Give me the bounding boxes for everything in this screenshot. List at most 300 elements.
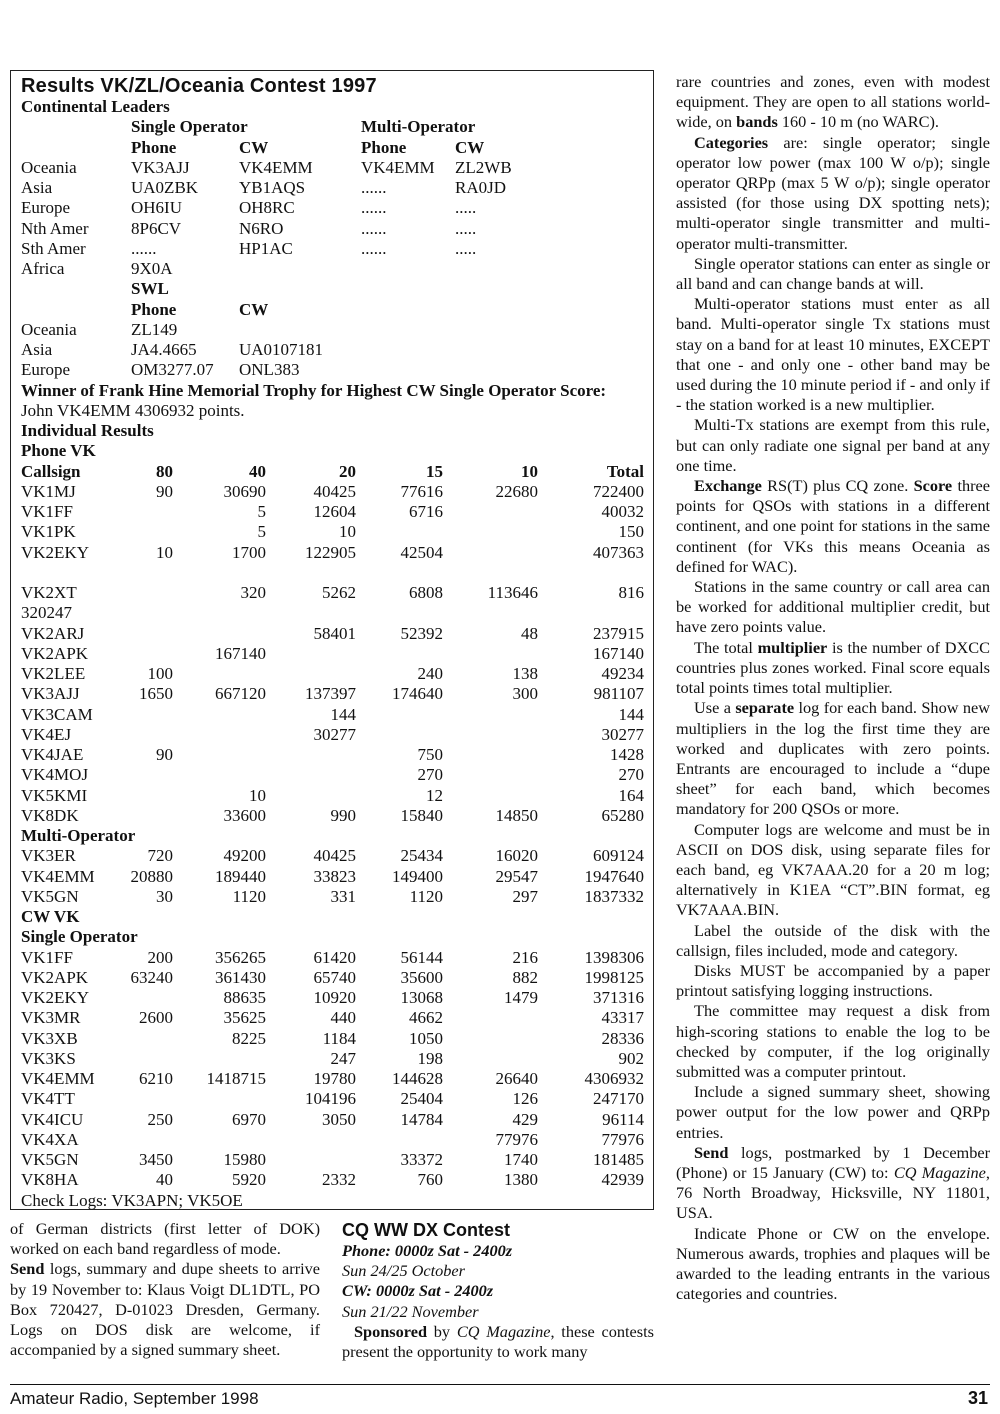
score-cell: 6210 xyxy=(139,1069,173,1088)
multi-operator-heading xyxy=(11,826,655,846)
score-cell: 58401 xyxy=(313,623,356,643)
rules-paragraph: Use a separate log for each band. Show new multipliers in the log the first time they are worked and duplicates with zero points. Entrants are encouraged to include a “dupe sheet” for each band, which becomes mandatory for 200 QSOs or more. xyxy=(676,698,990,819)
score-cell: 4306932 xyxy=(584,1069,644,1088)
score-cell: 40032 xyxy=(601,502,644,521)
score-cell: 198 xyxy=(417,1048,443,1068)
trophy-heading-text: Winner of Frank Hine Memorial Trophy for Highest CW Single Operator Score: xyxy=(21,380,607,400)
callsign-cell: VK2ARJ xyxy=(21,623,85,643)
callsign-cell: VK8DK xyxy=(21,805,79,825)
score-cell: 1998125 xyxy=(584,967,644,987)
trophy-heading xyxy=(11,381,655,401)
score-cell: 609124 xyxy=(593,846,644,866)
rules-column xyxy=(676,72,990,1304)
score-cell: 270 xyxy=(618,765,644,785)
callsign-cell: ...... xyxy=(361,218,387,238)
score-cell: 49234 xyxy=(601,664,644,683)
callsign-cell: VK4EMM xyxy=(21,1069,95,1088)
score-cell: 14850 xyxy=(495,805,538,825)
score-row xyxy=(11,887,655,907)
callsign-cell: VK2EKY xyxy=(21,542,89,562)
score-cell: 356265 xyxy=(215,947,266,967)
rules-paragraph: Stations in the same country or call area can be worked for additional multiplier credit, but have zero points value. xyxy=(676,577,990,637)
section-heading: Individual Results xyxy=(21,421,154,440)
check-logs xyxy=(11,1191,655,1211)
rules-paragraph: Indicate Phone or CW on the envelope. Numerous awards, trophies and plaques will be awarded to the leading entrants in the various categories and countries. xyxy=(676,1223,990,1304)
score-cell: 1120 xyxy=(409,886,443,906)
rules-paragraph: Send logs, postmarked by 1 December (Phone) or 15 January (CW) to: CQ Magazine, 76 North Broadway, Hicksville, NY 11801, USA. xyxy=(676,1142,990,1223)
score-row xyxy=(11,1049,655,1069)
score-row-wrap xyxy=(11,603,655,623)
score-cell: 320 xyxy=(240,583,266,602)
callsign-cell: JA4.4665 xyxy=(131,340,197,359)
score-cell: 10 xyxy=(156,542,173,562)
callsign-cell: VK1FF xyxy=(21,502,73,521)
score-cell: 1479 xyxy=(504,988,538,1007)
score-cell: 28336 xyxy=(601,1028,644,1048)
score-row xyxy=(11,1110,655,1130)
score-cell: 3050 xyxy=(322,1109,356,1129)
single-operator-heading xyxy=(11,927,655,947)
score-cell: 361430 xyxy=(215,967,266,987)
score-cell: 90 xyxy=(156,481,173,501)
continental-row xyxy=(11,219,655,239)
score-cell: 990 xyxy=(330,805,356,825)
score-cell: 5 xyxy=(257,522,266,542)
score-cell: 43317 xyxy=(601,1008,644,1028)
rules-paragraph: Computer logs are welcome and must be in ASCII on DOS disk, using separate files for each band, eg VK7AAA.20 for a 20 m log; alternatively in K1EA “CT”.BIN format, eg VK7AAA.BIN. xyxy=(676,819,990,920)
column-header: Callsign xyxy=(21,461,81,481)
score-cell: 371316 xyxy=(593,988,644,1007)
score-cell: 1837332 xyxy=(584,886,644,906)
cq-phone-time: Phone: 0000z Sat - 2400z xyxy=(342,1241,513,1260)
score-cell: 35625 xyxy=(223,1008,266,1028)
section-heading: Phone VK xyxy=(21,441,96,461)
rules-paragraph: Multi-Tx stations are exempt from this rule, but can only radiate one signal per band at any one time. xyxy=(676,415,990,475)
score-cell: 5 xyxy=(257,502,266,521)
score-cell: 1380 xyxy=(504,1170,538,1190)
score-cell: 297 xyxy=(512,886,538,906)
results-box xyxy=(10,70,654,1210)
score-cell: 40 xyxy=(156,1170,173,1190)
callsign-cell: OM3277.07 xyxy=(131,360,214,380)
footer-publication: Amateur Radio, September 1998 xyxy=(10,1389,259,1408)
score-cell: 33823 xyxy=(313,866,356,886)
col-header: Multi-Operator xyxy=(361,117,476,137)
callsign-cell: VK4JAE xyxy=(21,745,84,764)
score-cell: 181485 xyxy=(593,1150,644,1169)
region-cell: Nth Amer xyxy=(21,218,89,238)
callsign-cell: ..... xyxy=(455,218,477,238)
score-cell: 14784 xyxy=(400,1109,443,1129)
callsign-cell: VK5KMI xyxy=(21,785,88,805)
score-cell: 113646 xyxy=(487,583,538,602)
score-cell: 4662 xyxy=(409,1008,443,1028)
score-row xyxy=(11,725,655,745)
trophy-winner-text: John VK4EMM 4306932 points. xyxy=(21,400,245,420)
callsign-cell: VK2LEE xyxy=(21,664,86,683)
score-cell: 13068 xyxy=(400,988,443,1007)
rules-paragraph: rare countries and zones, even with modest equipment. They are open to all stations world-wide, on bands 160 - 10 m (no WARC). xyxy=(676,72,990,132)
score-row xyxy=(11,1089,655,1109)
section-heading: Single Operator xyxy=(21,927,138,947)
cq-ww-section xyxy=(342,1219,654,1362)
score-cell: 240 xyxy=(417,664,443,683)
score-cell: 35600 xyxy=(400,967,443,987)
continental-row xyxy=(11,178,655,198)
score-cell: 25404 xyxy=(400,1089,443,1109)
callsign-cell: VK2XT xyxy=(21,583,77,602)
callsign-cell: VK4XA xyxy=(21,1129,79,1149)
swl-mode-row xyxy=(11,300,655,320)
score-cell: 720 xyxy=(147,846,173,866)
score-cell: 42939 xyxy=(601,1170,644,1190)
score-cell: 122905 xyxy=(305,542,356,562)
score-cell: 15840 xyxy=(400,805,443,825)
col-header: Phone xyxy=(361,137,407,157)
region-cell: Asia xyxy=(21,178,53,197)
callsign-cell: UA0107181 xyxy=(239,340,324,359)
callsign-cell: VK5GN xyxy=(21,886,79,906)
score-cell: 88635 xyxy=(223,988,266,1007)
callsign-cell: ...... xyxy=(361,178,387,197)
rules-paragraph: Label the outside of the disk with the callsign, files included, mode and category. xyxy=(676,920,990,960)
score-cell: 1418715 xyxy=(206,1069,266,1088)
page-number: 31 xyxy=(967,1388,988,1408)
callsign-cell: 8P6CV xyxy=(131,218,182,238)
score-cell: 250 xyxy=(147,1109,173,1129)
score-cell: 63240 xyxy=(130,967,173,987)
score-cell: 902 xyxy=(618,1048,644,1068)
score-cell: 1050 xyxy=(409,1028,443,1048)
swl-heading-row xyxy=(11,279,655,299)
column-header: 15 xyxy=(426,461,443,481)
column-header: Total xyxy=(606,461,644,481)
score-cell: 331 xyxy=(330,886,356,906)
results-title: Results VK/ZL/Oceania Contest 1997 xyxy=(21,75,377,97)
callsign-cell: VK4TT xyxy=(21,1089,75,1109)
score-row xyxy=(11,846,655,866)
score-cell: 2332 xyxy=(322,1170,356,1190)
col-header: CW xyxy=(239,299,269,319)
continental-heading xyxy=(11,97,655,117)
callsign-cell: VK3AJJ xyxy=(21,684,80,704)
callsign-cell: OH6IU xyxy=(131,198,182,218)
score-cell: 270 xyxy=(417,765,443,785)
score-row xyxy=(11,765,655,785)
score-cell: 1947640 xyxy=(584,866,644,886)
score-cell: 216 xyxy=(512,947,538,967)
callsign-cell: ONL383 xyxy=(239,360,300,380)
score-cell: 174640 xyxy=(392,684,443,704)
score-cell: 138 xyxy=(512,664,538,683)
callsign-cell: VK3XB xyxy=(21,1028,78,1048)
score-cell: 667120 xyxy=(215,684,266,704)
score-cell: 40425 xyxy=(313,481,356,501)
score-cell: 1184 xyxy=(322,1028,356,1048)
column-header: 80 xyxy=(156,461,173,481)
rules-paragraph: Exchange RS(T) plus CQ zone. Score three points for QSOs with stations in a different continent, and one point for stations in the same continent (for VKs this means Oceania as defined for WAC). xyxy=(676,476,991,576)
section-heading: CW VK xyxy=(21,907,80,926)
score-cell: 40425 xyxy=(313,846,356,866)
column-header: 10 xyxy=(521,461,538,481)
column-header: 20 xyxy=(339,461,356,481)
score-cell: 167140 xyxy=(593,643,644,663)
callsign-cell: VK3KS xyxy=(21,1048,76,1068)
score-row xyxy=(11,867,655,887)
score-cell: 33372 xyxy=(400,1150,443,1169)
score-cell: 19780 xyxy=(313,1069,356,1088)
swl-row xyxy=(11,360,655,380)
col-header: CW xyxy=(455,137,485,157)
score-cell: 30277 xyxy=(601,724,644,744)
score-cell: 300 xyxy=(512,684,538,704)
col-header: CW xyxy=(239,137,269,157)
col-header: Single Operator xyxy=(131,117,248,137)
callsign-cell: ..... xyxy=(455,238,477,258)
score-cell: 15980 xyxy=(223,1150,266,1169)
score-cell: 760 xyxy=(417,1170,443,1190)
score-cell: 200 xyxy=(147,947,173,967)
score-cell: 6716 xyxy=(409,502,443,521)
score-row xyxy=(11,968,655,988)
callsign-cell: VK1FF xyxy=(21,947,73,967)
swl-row xyxy=(11,320,655,340)
score-cell: 52392 xyxy=(400,623,443,643)
score-cell: 10920 xyxy=(313,988,356,1007)
score-row xyxy=(11,522,655,542)
col-header: Phone xyxy=(131,137,177,157)
score-cell: 407363 xyxy=(593,542,644,562)
score-cell: 981107 xyxy=(593,684,644,704)
score-cell: 164 xyxy=(618,785,644,805)
score-cell: 100 xyxy=(147,664,173,683)
score-cell: 104196 xyxy=(305,1089,356,1109)
col-header: Phone xyxy=(131,299,177,319)
score-row xyxy=(11,1130,655,1150)
score-row xyxy=(11,684,655,704)
score-row xyxy=(11,502,655,522)
callsign-cell: 9X0A xyxy=(131,259,173,278)
score-cell: 440 xyxy=(330,1008,356,1028)
rules-paragraph: Categories are: single operator; single operator low power (max 100 W o/p); single operator QRPp (max 5 W o/p); single operator assisted (for those using DX spotting nets); multi-operator single transmitter and multi-operator multi-transmitter. xyxy=(676,132,990,253)
score-cell: 144628 xyxy=(392,1069,443,1088)
score-cell: 1428 xyxy=(610,745,644,764)
score-cell: 65280 xyxy=(601,805,644,825)
callsign-cell: VK2EKY xyxy=(21,988,89,1007)
callsign-cell: ZL149 xyxy=(131,319,178,339)
score-cell: 33600 xyxy=(223,805,266,825)
section-heading: Continental Leaders xyxy=(21,97,170,116)
continental-row xyxy=(11,239,655,259)
score-cell: 6808 xyxy=(409,583,443,602)
score-cell: 189440 xyxy=(215,866,266,886)
continental-row xyxy=(11,158,655,178)
callsign-cell: VK3ER xyxy=(21,846,76,866)
score-row xyxy=(11,988,655,1008)
callsign-cell: VK4EMM xyxy=(21,866,95,886)
callsign-cell: ...... xyxy=(361,198,387,218)
score-row xyxy=(11,1150,655,1170)
region-cell: Asia xyxy=(21,340,53,359)
cq-sponsored: Sponsored by CQ Magazine, these contests present the opportunity to work many xyxy=(342,1321,654,1362)
score-cell: 247 xyxy=(330,1048,356,1068)
rules-paragraph: Single operator stations can enter as single or all band and can change bands at will. xyxy=(676,253,990,294)
score-cell: 429 xyxy=(512,1109,538,1129)
score-cell: 1650 xyxy=(139,684,173,704)
score-cell: 96114 xyxy=(602,1109,644,1129)
score-cell: 22680 xyxy=(495,481,538,501)
trophy-winner xyxy=(11,401,655,421)
rules-paragraph: The committee may request a disk from high-scoring stations to enable the log to be checked by computer, if the log originally submitted was a computer printout. xyxy=(676,1001,990,1081)
region-cell: Sth Amer xyxy=(21,238,86,258)
score-cell: 5262 xyxy=(322,583,356,602)
score-cell: 1120 xyxy=(232,886,266,906)
callsign-cell: ...... xyxy=(361,238,387,258)
score-cell: 56144 xyxy=(400,947,443,967)
score-row xyxy=(11,482,655,502)
score-row xyxy=(11,1069,655,1089)
dok-contest-text xyxy=(10,1219,320,1360)
callsign-cell: YB1AQS xyxy=(239,178,306,197)
score-cell: 16020 xyxy=(495,846,538,866)
check-logs-text: Check Logs: VK3APN; VK5OE xyxy=(21,1190,243,1210)
score-cell: 237915 xyxy=(593,623,644,643)
rules-paragraph: Disks MUST be accompanied by a paper printout satisfying logging instructions. xyxy=(676,960,990,1001)
callsign-cell: HP1AC xyxy=(239,238,293,258)
score-cell: 48 xyxy=(521,623,538,643)
score-cell: 150 xyxy=(618,522,644,542)
score-cell: 144 xyxy=(330,704,356,724)
score-cell: 320247 xyxy=(21,603,72,623)
score-cell: 1398306 xyxy=(584,947,644,967)
score-row xyxy=(11,583,655,603)
score-cell: 77976 xyxy=(495,1129,538,1149)
score-row xyxy=(11,543,655,563)
callsign-cell: VK1PK xyxy=(21,522,76,542)
phone-vk-heading xyxy=(11,441,655,461)
score-cell: 12604 xyxy=(313,502,356,521)
callsign-cell: VK4EJ xyxy=(21,724,72,744)
score-cell: 1700 xyxy=(232,542,266,562)
region-cell: Oceania xyxy=(21,319,77,339)
callsign-cell: VK3AJJ xyxy=(131,157,190,177)
score-cell: 49200 xyxy=(223,846,266,866)
score-cell: 42504 xyxy=(400,542,443,562)
score-cell: 149400 xyxy=(392,866,443,886)
score-cell: 126 xyxy=(512,1089,538,1109)
score-cell: 12 xyxy=(426,785,443,805)
continental-header-row xyxy=(11,117,655,137)
score-columns-header xyxy=(11,462,655,482)
continental-row xyxy=(11,259,655,279)
rules-paragraph: The total multiplier is the number of DXCC countries plus zones worked. Final score equals total points times total multiplier. xyxy=(676,637,990,698)
score-cell: 26640 xyxy=(495,1069,538,1088)
score-cell: 882 xyxy=(512,967,538,987)
score-cell: 247170 xyxy=(593,1089,644,1109)
region-cell: Africa xyxy=(21,259,65,278)
score-cell: 10 xyxy=(249,785,266,805)
score-cell: 137397 xyxy=(305,684,356,704)
score-cell: 8225 xyxy=(232,1028,266,1048)
score-row xyxy=(11,786,655,806)
swl-row xyxy=(11,340,655,360)
score-cell: 6970 xyxy=(232,1109,266,1129)
score-cell: 3450 xyxy=(139,1150,173,1169)
score-cell: 750 xyxy=(417,745,443,764)
cq-phone-date: Sun 24/25 October xyxy=(342,1261,465,1281)
callsign-cell: VK4EMM xyxy=(239,157,313,177)
score-row xyxy=(11,705,655,725)
score-cell: 144 xyxy=(618,704,644,724)
callsign-cell: VK4ICU xyxy=(21,1109,84,1129)
score-cell: 90 xyxy=(156,745,173,764)
score-row xyxy=(11,664,655,684)
callsign-cell: VK3CAM xyxy=(21,704,93,724)
callsign-cell: ...... xyxy=(131,238,157,258)
score-cell: 167140 xyxy=(215,643,266,663)
cq-cw-date: Sun 21/22 November xyxy=(342,1301,479,1321)
score-cell: 816 xyxy=(618,583,644,602)
callsign-cell: OH8RC xyxy=(239,198,295,218)
callsign-cell: VK3MR xyxy=(21,1008,81,1028)
callsign-cell: ZL2WB xyxy=(455,157,512,177)
col-header: SWL xyxy=(131,279,169,299)
region-cell: Europe xyxy=(21,198,71,218)
score-cell: 20880 xyxy=(130,866,173,886)
cq-ww-title: CQ WW DX Contest xyxy=(342,1220,510,1240)
callsign-cell: N6RO xyxy=(239,218,284,238)
score-cell: 722400 xyxy=(593,481,644,501)
callsign-cell: VK2APK xyxy=(21,967,89,987)
score-cell: 30 xyxy=(156,886,173,906)
score-row xyxy=(11,624,655,644)
cw-vk-heading xyxy=(11,907,655,927)
score-cell: 29547 xyxy=(495,866,538,886)
individual-heading xyxy=(11,421,655,441)
score-row xyxy=(11,806,655,826)
score-cell: 25434 xyxy=(400,846,443,866)
callsign-cell: VK5GN xyxy=(21,1150,79,1169)
callsign-cell: VK4MOJ xyxy=(21,765,89,785)
cq-cw-time: CW: 0000z Sat - 2400z xyxy=(342,1281,494,1301)
callsign-cell: RA0JD xyxy=(455,178,507,197)
score-cell: 77616 xyxy=(400,481,443,501)
callsign-cell: VK1MJ xyxy=(21,481,76,501)
score-row xyxy=(11,1170,655,1190)
section-heading: Multi-Operator xyxy=(21,826,136,845)
score-cell: 5920 xyxy=(232,1170,266,1190)
callsign-cell: VK4EMM xyxy=(361,157,435,177)
dok-paragraph: of German districts (first letter of DOK) worked on each band regardless of mode. xyxy=(10,1219,320,1259)
score-cell: 2600 xyxy=(139,1008,173,1028)
score-row xyxy=(11,948,655,968)
score-row xyxy=(11,644,655,664)
score-cell: 61420 xyxy=(313,947,356,967)
callsign-cell: ..... xyxy=(455,198,477,218)
region-cell: Europe xyxy=(21,360,71,380)
footer-rule xyxy=(10,1384,990,1385)
score-row xyxy=(11,1008,655,1028)
score-row xyxy=(11,1029,655,1049)
score-cell: 10 xyxy=(339,522,356,542)
column-header: 40 xyxy=(249,461,266,481)
score-row xyxy=(11,745,655,765)
rules-paragraph: Include a signed summary sheet, showing power output for the low power and QRPp entries. xyxy=(676,1082,990,1142)
callsign-cell: VK8HA xyxy=(21,1170,79,1190)
score-cell: 1740 xyxy=(504,1150,538,1169)
continental-row xyxy=(11,198,655,218)
score-cell: 65740 xyxy=(313,967,356,987)
